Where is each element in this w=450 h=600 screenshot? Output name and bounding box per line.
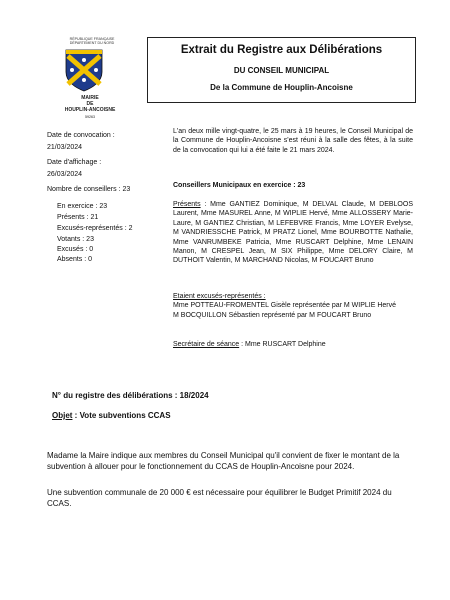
deliberation-paragraph-2: Une subvention communale de 20 000 € est nécessaire pour équilibrer le Budget Primitif 2024 du CCAS. xyxy=(47,488,392,508)
presents-label: Présents xyxy=(173,201,201,208)
convocation-label: Date de convocation : xyxy=(47,132,115,139)
stat-excuses-representes: Excusés-représentés : 2 xyxy=(57,225,133,232)
deliberation-paragraph-1: Madame la Maire indique aux membres du Conseil Municipal qu'il convient de fixer le montant de la subvention à allouer pour le fonctionnement du CCAS de Houplin-Ancoisne pour 2024. xyxy=(47,451,400,471)
presents-list: : Mme GANTIEZ Dominique, M DELVAL Claude, M DEBLOOS Laurent, Mme MASUREL Anne, M WIPLIE Hervé, Mme ALLOSSERY Marie-Laure, M GANTIEZ Christian, M LEFEBVRE Francis, Mme LOYER Evelyse, M VANDRIESSCHE Patrick, M PRATZ Lionel, Mme BOURBOTTE Nathalie, Mme VANRUMBEKE Patricia, Mme RUSCART Delphine, Mme LENAIN Manon, M CRESPEL Jean, M SIX Philippe, Mme DELORY Claire, M DUTHOIT Valentin, M MARCHAND Nicolas, M FOUCART Bruno xyxy=(173,201,413,265)
excuses-label: Etaient excusés-représentés : xyxy=(173,293,266,300)
logo-mairie-text: MAIRIE DE HOUPLIN-ANCOISNE 59263 xyxy=(64,95,116,119)
document-subtitle: DU CONSEIL MUNICIPAL xyxy=(233,66,330,75)
secretaire-line xyxy=(173,340,413,349)
coat-of-arms-logo xyxy=(62,48,106,92)
objet-text: : Vote subventions CCAS xyxy=(72,411,171,420)
stat-en-exercice: En exercice : 23 xyxy=(57,203,108,210)
objet-label: Objet xyxy=(52,411,73,420)
header-box xyxy=(147,37,416,103)
secretaire-name: : Mme RUSCART Delphine xyxy=(239,341,326,348)
excuses-line-2: M BOCQUILLON Sébastien représenté par M FOUCART Bruno xyxy=(173,311,372,319)
affichage-label: Date d'affichage : xyxy=(47,159,102,166)
registre-number: N° du registre des délibérations : 18/2024 xyxy=(52,391,209,400)
secretaire-label: Secrétaire de séance xyxy=(173,341,240,348)
document-title: Extrait du Registre aux Délibérations xyxy=(180,44,383,56)
convocation-date: 21/03/2024 xyxy=(47,144,83,151)
exercice-heading: Conseillers Municipaux en exercice : 23 xyxy=(173,182,306,189)
commune-name: De la Commune de Houplin-Ancoisne xyxy=(210,83,353,92)
excuses-line-1: Mme POTTEAU-FROMENTEL Gisèle représentée par M WIPLIE Hervé xyxy=(173,302,397,310)
conseillers-count: Nombre de conseillers : 23 xyxy=(47,186,131,193)
logo-header-text: RÉPUBLIQUE FRANÇAISE DÉPARTEMENT DU NORD xyxy=(69,37,115,46)
stat-absents: Absents : 0 xyxy=(57,256,93,263)
presents-paragraph xyxy=(173,200,413,266)
objet-line xyxy=(52,411,422,422)
stat-votants: Votants : 23 xyxy=(57,236,94,243)
stat-excuses: Excusés : 0 xyxy=(57,246,94,253)
intro-paragraph: L'an deux mille vingt-quatre, le 25 mars à 19 heures, le Conseil Municipal de la Commune de Houplin-Ancoisne s'est réuni à la salle des fêtes, à la suite de la convocation qui lui a été faite le 21 mars 2024. xyxy=(173,128,413,154)
affichage-date: 26/03/2024 xyxy=(47,171,83,178)
stat-presents: Présents : 21 xyxy=(57,214,99,221)
excuses-block xyxy=(173,292,413,320)
